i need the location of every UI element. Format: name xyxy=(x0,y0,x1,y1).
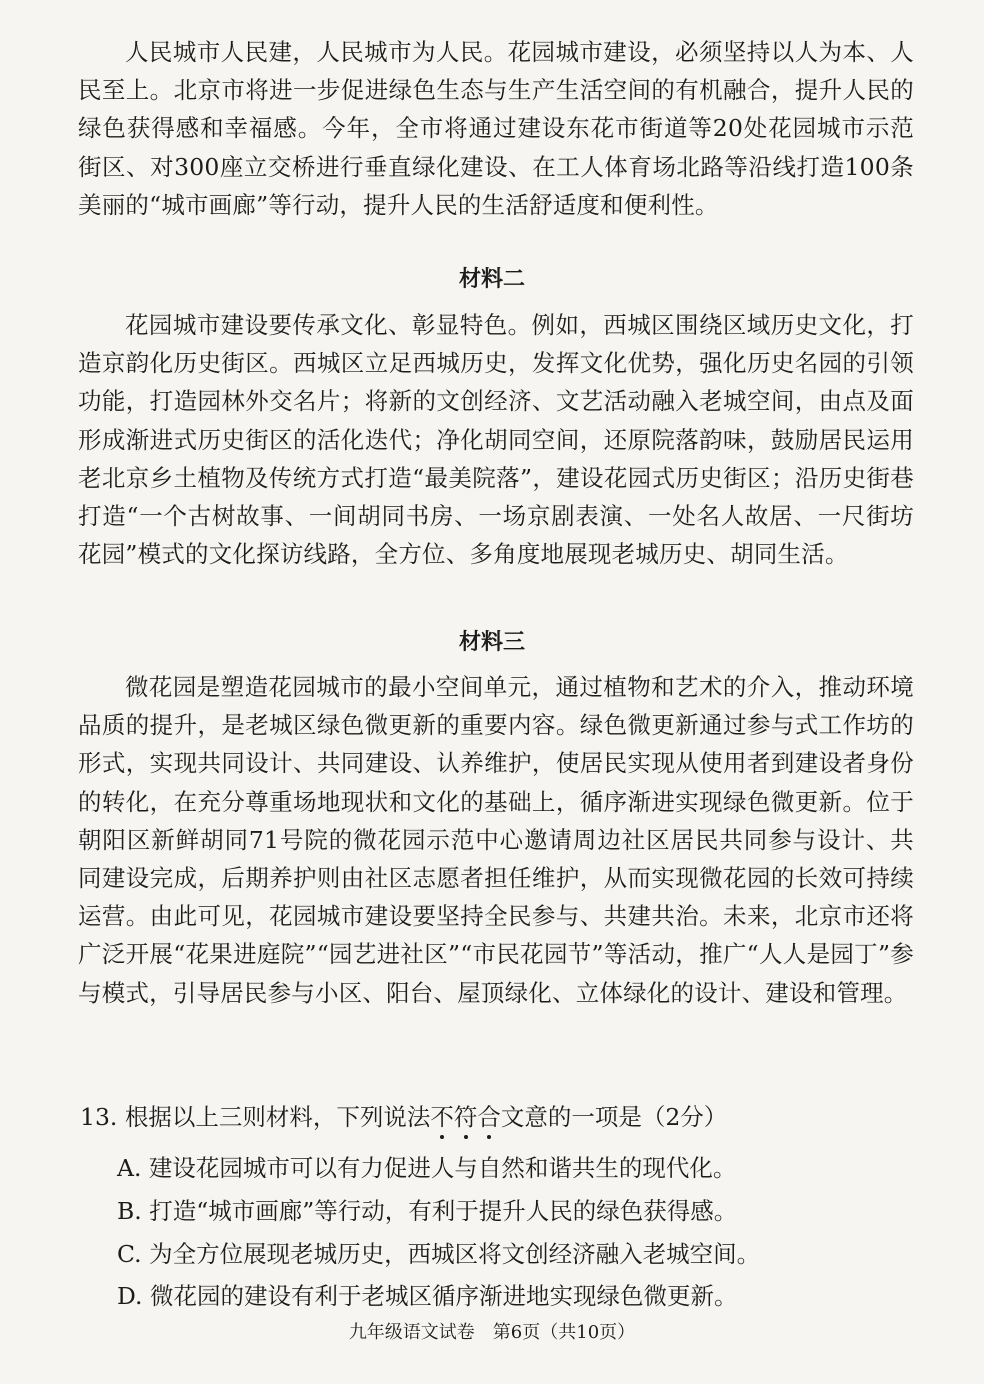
material-two-heading: 材料二 xyxy=(458,267,525,292)
emphasis-char: 符 xyxy=(453,1103,478,1131)
option-c: C. 为全方位展现老城历史，西城区将文创经济融入老城空间。 xyxy=(117,1240,761,1268)
question-stem-suffix: 文意的一项是（2分） xyxy=(500,1103,728,1131)
question-stem-prefix: 13. 根据以上三则材料，下列说法 xyxy=(80,1103,431,1131)
question-13-stem xyxy=(80,1098,916,1132)
page-footer: 九年级语文试卷 第6页（共10页） xyxy=(348,1322,636,1343)
material-three-paragraph: 微花园是塑造花园城市的最小空间单元，通过植物和艺术的介入，推动环境品质的提升，是老城区绿色微更新的重要内容。绿色微更新通过参与式工作坊的形式，实现共同设计、共同建设、认养维护，使居民实现从使用者到建设者身份的转化，在充分尊重场地现状和文化的基础上，循序渐进实现绿色微更新。位于朝阳区新鲜胡同71号院的微花园示范中心邀请周边社区居民共同参与设计、共同建设完成，后期养护则由社区志愿者担任维护，从而实现微花园的长效可持续运营。由此可见，花园城市建设要坚持全民参与、共建共治。未来，北京市还将广泛开展“花果进庭院”“园艺进社区”“市民花园节”等活动，推广“人人是园丁”参与模式，引导居民参与小区、阳台、屋顶绿化、立体绿化的设计、建设和管理。 xyxy=(78,673,914,1007)
option-a: A. 建设花园城市可以有力促进人与自然和谐共生的现代化。 xyxy=(117,1154,737,1182)
emphasis-char: 合 xyxy=(477,1103,501,1131)
material-one-paragraph: 人民城市人民建，人民城市为人民。花园城市建设，必须坚持以人为本、人民至上。北京市将进一步促进绿色生态与生产生活空间的有机融合，提升人民的绿色获得感和幸福感。今年，全市将通过建设东花市街道等20处花园城市示范街区、对300座立交桥进行垂直绿化建设、在工人体育场北路等沿线打造100条美丽的“城市画廊”等行动，提升人民的生活舒适度和便利性。 xyxy=(78,38,914,219)
material-three-heading: 材料三 xyxy=(458,630,525,655)
emphasis-char: 不 xyxy=(430,1103,454,1131)
option-d: D. 微花园的建设有利于老城区循序渐进地实现绿色微更新。 xyxy=(117,1282,738,1310)
material-two-paragraph: 花园城市建设要传承文化、彰显特色。例如，西城区围绕区域历史文化，打造京韵化历史街区。西城区立足西城历史，发挥文化优势，强化历史名园的引领功能，打造园林外交名片；将新的文创经济、文艺活动融入老城空间，由点及面形成渐进式历史街区的活化迭代；净化胡同空间，还原院落韵味，鼓励居民运用老北京乡土植物及传统方式打造“最美院落”，建设花园式历史街区；沿历史街巷打造“一个古树故事、一间胡同书房、一场京剧表演、一处名人故居、一尺街坊花园”模式的文化探访线路，全方位、多角度地展现老城历史、胡同生活。 xyxy=(78,311,914,569)
option-b: B. 打造“城市画廊”等行动，有利于提升人民的绿色获得感。 xyxy=(117,1197,738,1225)
